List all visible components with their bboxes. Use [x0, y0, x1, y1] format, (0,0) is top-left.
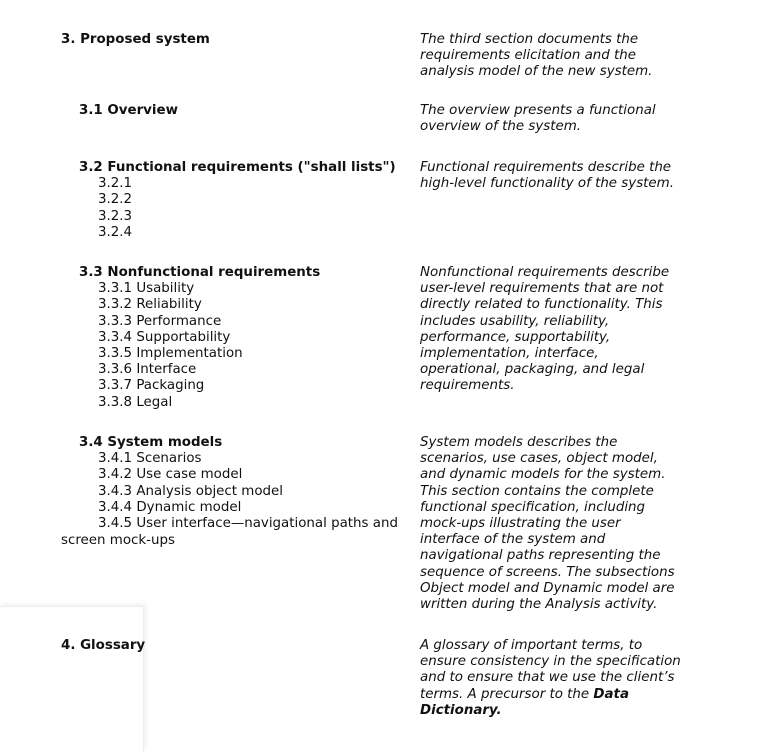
description-line: overview of the system.: [420, 119, 582, 135]
description-line: high-level functionality of the system.: [420, 176, 674, 192]
description-line: and to ensure that we use the client’s: [420, 670, 675, 686]
description-line: sequence of screens. The subsections: [420, 564, 675, 580]
page-edge-shadow: [0, 606, 144, 752]
subsection-item: 3.3.4 Supportability: [98, 329, 231, 345]
section-3-2-description: [420, 160, 720, 192]
subsection-item: 3.3.6 Interface: [98, 362, 197, 378]
description-line: requirements elicitation and the: [420, 48, 636, 64]
description-line: and dynamic models for the system.: [420, 467, 666, 483]
subsection-item: 3.4.4 Dynamic model: [98, 499, 242, 515]
description-line: A glossary of important terms, to: [420, 638, 643, 653]
subsection-item-continuation: screen mock-ups: [61, 533, 175, 548]
section-3-2: [79, 160, 396, 241]
subsection-item: 3.3.3 Performance: [98, 313, 222, 329]
section-3-4: [79, 435, 398, 532]
section-4-description: [420, 638, 720, 719]
section-heading: 3.2 Functional requirements ("shall lists"): [79, 160, 396, 175]
subsection-item: 3.2.4: [98, 224, 133, 240]
description-line: Functional requirements describe the: [420, 160, 672, 175]
description-line: operational, packaging, and legal: [420, 362, 645, 378]
description-line: The third section documents the: [420, 32, 639, 47]
section-3: [61, 32, 210, 48]
description-line: performance, supportability,: [420, 329, 611, 345]
description-line: implementation, interface,: [420, 346, 599, 362]
description-line: ensure consistency in the specification: [420, 654, 681, 670]
section-3-1: [79, 103, 178, 119]
subsection-item: 3.3.7 Packaging: [98, 378, 205, 394]
description-line: includes usability, reliability,: [420, 313, 610, 329]
subsection-item: 3.4.5 User interface—navigational paths and: [98, 516, 398, 532]
subsection-item: 3.3.1 Usability: [98, 281, 195, 297]
section-heading: 3.4 System models: [79, 435, 223, 450]
description-line: navigational paths representing the: [420, 548, 661, 564]
section-heading: 3.1 Overview: [79, 103, 178, 118]
subsection-item: 3.4.3 Analysis object model: [98, 483, 283, 499]
description-line: Nonfunctional requirements describe: [420, 265, 670, 280]
description-line: functional specification, including: [420, 499, 646, 515]
description-line: scenarios, use cases, object model,: [420, 451, 658, 467]
section-heading: 3.3 Nonfunctional requirements: [79, 265, 321, 280]
description-line: The overview presents a functional: [420, 103, 656, 118]
subsection-item: 3.4.1 Scenarios: [98, 451, 202, 467]
description-line: interface of the system and: [420, 532, 606, 548]
description-line: This section contains the complete: [420, 483, 654, 499]
description-text: terms. A precursor to the: [420, 686, 594, 702]
description-line: written during the Analysis activity.: [420, 597, 658, 613]
section-heading: 3. Proposed system: [61, 32, 210, 47]
section-4: [61, 638, 145, 654]
description-line: requirements.: [420, 378, 515, 394]
description-line: System models describes the: [420, 435, 618, 450]
subsection-item: 3.3.8 Legal: [98, 394, 173, 410]
section-heading: 4. Glossary: [61, 638, 146, 653]
description-line: directly related to functionality. This: [420, 297, 663, 313]
subsection-item-wrap: [61, 533, 175, 549]
section-3-description: [420, 32, 720, 81]
section-3-1-description: [420, 103, 720, 135]
subsection-item: 3.3.2 Reliability: [98, 297, 202, 313]
subsection-item: 3.4.2 Use case model: [98, 467, 243, 483]
section-3-3: [79, 265, 320, 411]
subsection-item: 3.2.1: [98, 176, 133, 192]
subsection-item: 3.2.2: [98, 192, 133, 208]
section-3-4-description: [420, 435, 720, 613]
description-line: analysis model of the new system.: [420, 64, 653, 80]
subsection-item: 3.2.3: [98, 208, 133, 224]
subsection-item: 3.3.5 Implementation: [98, 346, 243, 362]
description-line: mock-ups illustrating the user: [420, 516, 621, 532]
description-line: Object model and Dynamic model are: [420, 580, 675, 596]
description-line: [420, 687, 720, 703]
section-3-3-description: [420, 265, 720, 395]
data-dictionary-term-continuation: Dictionary.: [420, 702, 502, 718]
data-dictionary-term: Data: [593, 686, 629, 702]
description-line: user-level requirements that are not: [420, 281, 664, 297]
